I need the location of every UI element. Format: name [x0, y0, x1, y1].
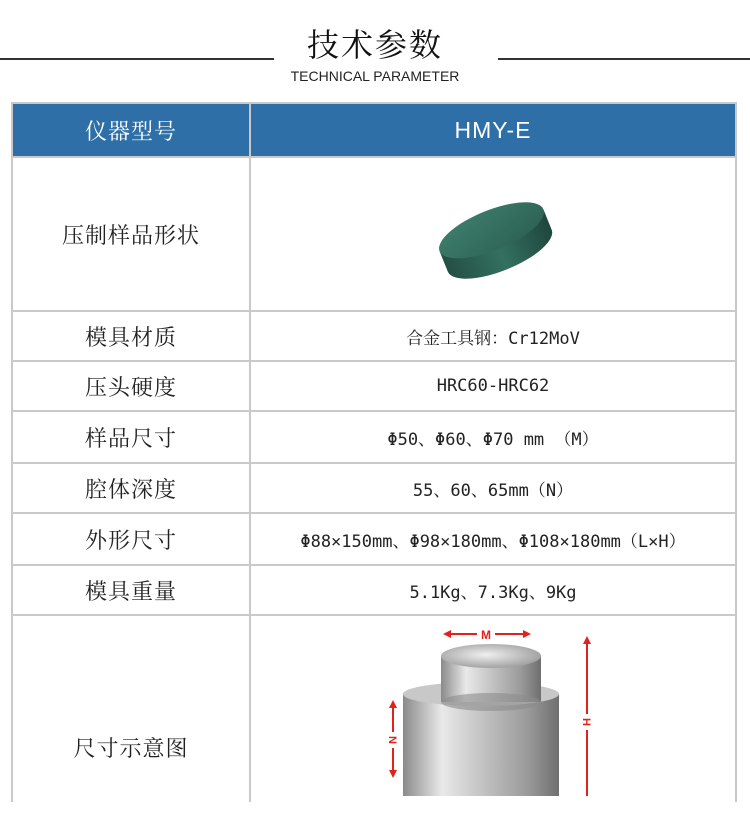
row-key-label: 尺寸示意图 — [73, 737, 189, 762]
row-key-cell — [13, 312, 249, 360]
row-key-label: 外形尺寸 — [84, 528, 177, 554]
m-label: M — [481, 628, 491, 642]
header-value-cell — [251, 104, 735, 156]
row-value-cell — [251, 312, 735, 360]
mold-material-value: 合金工具钢：Cr12MoV — [406, 328, 580, 349]
table-row — [11, 616, 737, 816]
header-key-cell — [13, 104, 249, 156]
outer-dimensions-value — [300, 527, 685, 552]
n-label: N — [386, 736, 398, 744]
value-text: 55、60、65mm（ — [412, 480, 546, 501]
table-row — [11, 158, 737, 310]
row-key-cell — [13, 412, 249, 462]
table-row — [11, 362, 737, 410]
row-key-cell — [13, 464, 249, 512]
value-text: Φ50、Φ60、Φ70 mm （ — [387, 429, 572, 450]
table-row — [11, 566, 737, 614]
table-row — [11, 312, 737, 360]
sample-shape-cell — [251, 158, 735, 310]
value-bracket: ） — [668, 531, 686, 552]
table-header-row — [11, 104, 737, 156]
row-value-cell — [251, 412, 735, 462]
table-row — [11, 412, 737, 462]
m-dimension-arrow — [443, 626, 531, 642]
row-key-label: 腔体深度 — [84, 477, 177, 503]
mold-plunger-top — [441, 644, 541, 668]
h-label: H — [580, 718, 592, 726]
header-key-label: 仪器型号 — [84, 119, 177, 145]
page-title: 技术参数 — [306, 26, 443, 64]
dimension-diagram — [251, 616, 735, 796]
value-symbol: L×H — [637, 531, 669, 552]
row-value-cell — [251, 514, 735, 564]
row-value-cell — [251, 362, 735, 410]
model-number: HMY-E — [454, 116, 532, 143]
row-key-label: 压头硬度 — [84, 375, 177, 401]
spec-table — [11, 102, 737, 802]
h-dimension-arrow — [580, 636, 594, 796]
row-key-label: 压制样品形状 — [61, 223, 200, 249]
row-value-cell — [251, 566, 735, 614]
cavity-depth-value — [413, 476, 573, 501]
indenter-hardness-value: HRC60-HRC62 — [436, 376, 550, 396]
row-key-cell — [13, 362, 249, 410]
sample-size-value — [387, 425, 598, 450]
mold-weight-value: 5.1Kg、7.3Kg、9Kg — [409, 582, 577, 603]
row-key-cell — [13, 616, 249, 816]
value-bracket: ） — [581, 429, 599, 450]
row-key-label: 样品尺寸 — [84, 426, 177, 452]
diagram-cell — [251, 616, 735, 816]
row-key-label: 模具材质 — [84, 325, 177, 351]
value-symbol: M — [571, 429, 582, 450]
table-row — [11, 514, 737, 564]
sample-disc-image — [423, 184, 563, 284]
row-key-label: 模具重量 — [84, 579, 177, 605]
row-key-cell — [13, 158, 249, 310]
value-bracket: ） — [556, 480, 574, 501]
n-dimension-arrow — [386, 700, 400, 778]
page-subtitle: TECHNICAL PARAMETER — [290, 68, 460, 84]
page-header — [0, 0, 750, 100]
value-symbol: N — [545, 480, 557, 501]
table-row — [11, 464, 737, 512]
row-value-cell — [251, 464, 735, 512]
row-key-cell — [13, 566, 249, 614]
value-text: Φ88×150mm、Φ98×180mm、Φ108×180mm（ — [300, 531, 638, 552]
row-key-cell — [13, 514, 249, 564]
